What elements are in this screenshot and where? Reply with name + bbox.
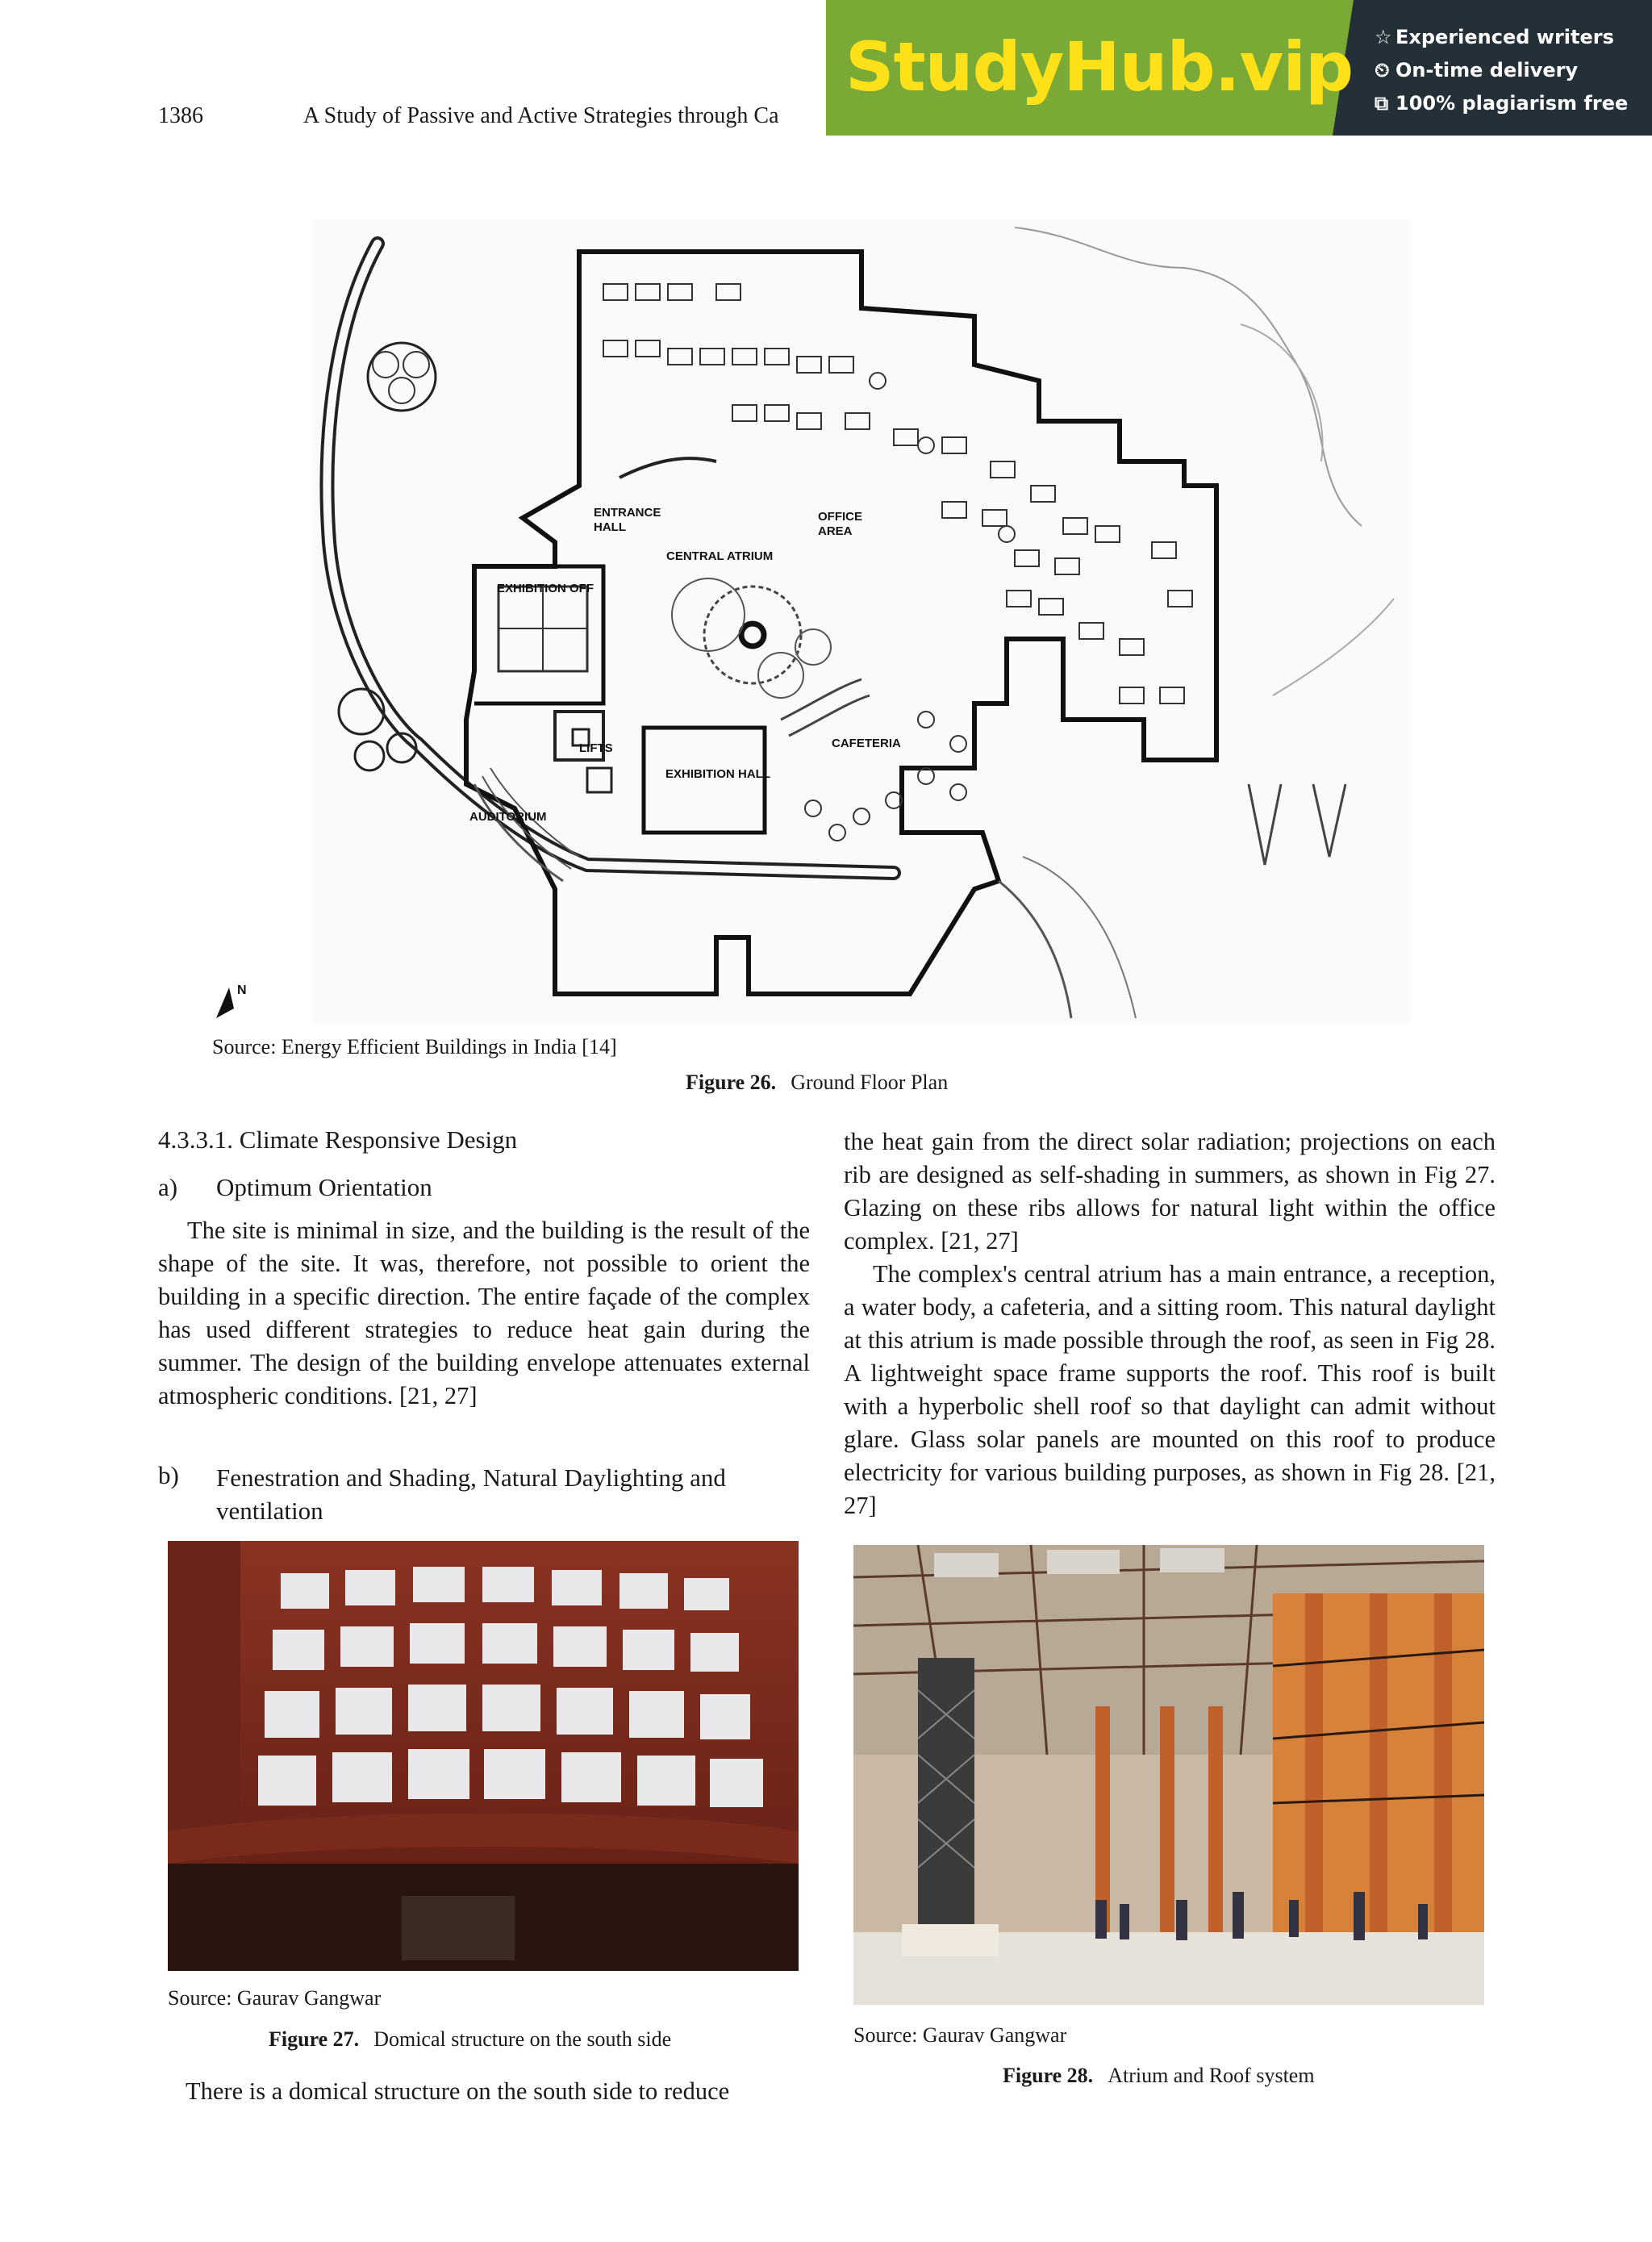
figure-26-label: Figure 26. — [686, 1071, 777, 1094]
north-arrow-icon — [211, 976, 260, 1025]
plan-label-office-area: AREA — [818, 524, 853, 538]
figure-28-label: Figure 28. — [1003, 2064, 1094, 2087]
plan-label-office: OFFICE — [818, 510, 862, 524]
figure-28-photo — [853, 1545, 1484, 2005]
figure-27-source: Source: Gaurav Gangwar — [168, 1986, 382, 2010]
running-title: A Study of Passive and Active Strategies through Ca — [303, 103, 779, 128]
plan-label-exhibition-off: EXHIBITION OFF — [497, 582, 594, 595]
figure-26-source: Source: Energy Efficient Buildings in India [14] — [212, 1035, 617, 1058]
clock-icon: ⏲ — [1375, 59, 1390, 81]
plan-label-entrance-hall: HALL — [594, 520, 626, 534]
plan-label-cafeteria: CAFETERIA — [832, 737, 901, 750]
plan-label-auditorium: AUDITORIUM — [469, 810, 547, 824]
figure-26-caption — [686, 1071, 948, 1095]
perk-item: On-time delivery — [1395, 59, 1579, 81]
list-marker-b: b) — [158, 1461, 179, 1489]
figure-27-photo — [168, 1541, 799, 1971]
perk-list — [1375, 21, 1628, 120]
figure-28-caption — [1003, 2064, 1315, 2088]
left-paragraph-1: The site is minimal in size, and the building is the result of the shape of the site. It was, therefore, not possible to orient the building in a specific direction. The entire façade of the complex has used different strategies to reduce heat gain during the summer. The design of the building envelope attenuates external atmospheric conditions. [21, 27] — [158, 1217, 810, 1409]
right-paragraph-2: The complex's central atrium has a main entrance, a reception, a water body, a cafeteria, and a sitting room. This natural daylight at this atrium is made possible through the roof, as seen in Fig 28. A lightweight space frame supports the roof. This roof is built with a hyperbolic shell roof so that daylight can admit without glare. Glass solar panels are mounted on this roof to produce electricity for various building purposes, as shown in Fig 28. [21, 27] — [844, 1260, 1496, 1519]
plan-label-lifts: LIFTS — [579, 741, 613, 755]
perk-item: 100% plagiarism free — [1395, 92, 1629, 115]
figure-26-title: Ground Floor Plan — [791, 1071, 949, 1094]
bottom-paragraph: There is a domical structure on the south side to reduce — [186, 2077, 730, 2105]
section-heading: 4.3.3.1. Climate Responsive Design — [158, 1125, 518, 1154]
figure-27-title: Domical structure on the south side — [373, 2027, 672, 2051]
page-number: 1386 — [158, 103, 203, 128]
list-item-a: Optimum Orientation — [216, 1173, 432, 1201]
ground-floor-plan — [313, 219, 1410, 1023]
star-icon: ☆ — [1375, 26, 1392, 48]
list-marker-a: a) — [158, 1173, 178, 1201]
list-item-b: Fenestration and Shading, Natural Daylighting and ventilation — [216, 1463, 726, 1525]
figure-28-title: Atrium and Roof system — [1108, 2064, 1315, 2087]
plan-label-central-atrium: CENTRAL ATRIUM — [666, 549, 774, 563]
svg-text:N: N — [237, 983, 247, 997]
plan-label-exhibition-hall: EXHIBITION HALL — [665, 767, 770, 781]
copy-icon: ⧉ — [1375, 92, 1389, 115]
figure-27-caption — [269, 2027, 671, 2052]
studyhub-banner[interactable] — [826, 0, 1652, 136]
brand-logo: StudyHub.vip — [845, 27, 1354, 106]
plan-label-entrance: ENTRANCE — [594, 506, 661, 520]
right-paragraph-1: the heat gain from the direct solar radiation; projections on each rib are designed as self-shading in summers, as shown in Fig 27. Glazing on these ribs allows for natural light within the office complex. [21, 27] — [844, 1128, 1496, 1255]
perk-item: Experienced writers — [1395, 26, 1614, 48]
figure-27-label: Figure 27. — [269, 2027, 360, 2051]
figure-28-source: Source: Gaurav Gangwar — [853, 2023, 1067, 2047]
